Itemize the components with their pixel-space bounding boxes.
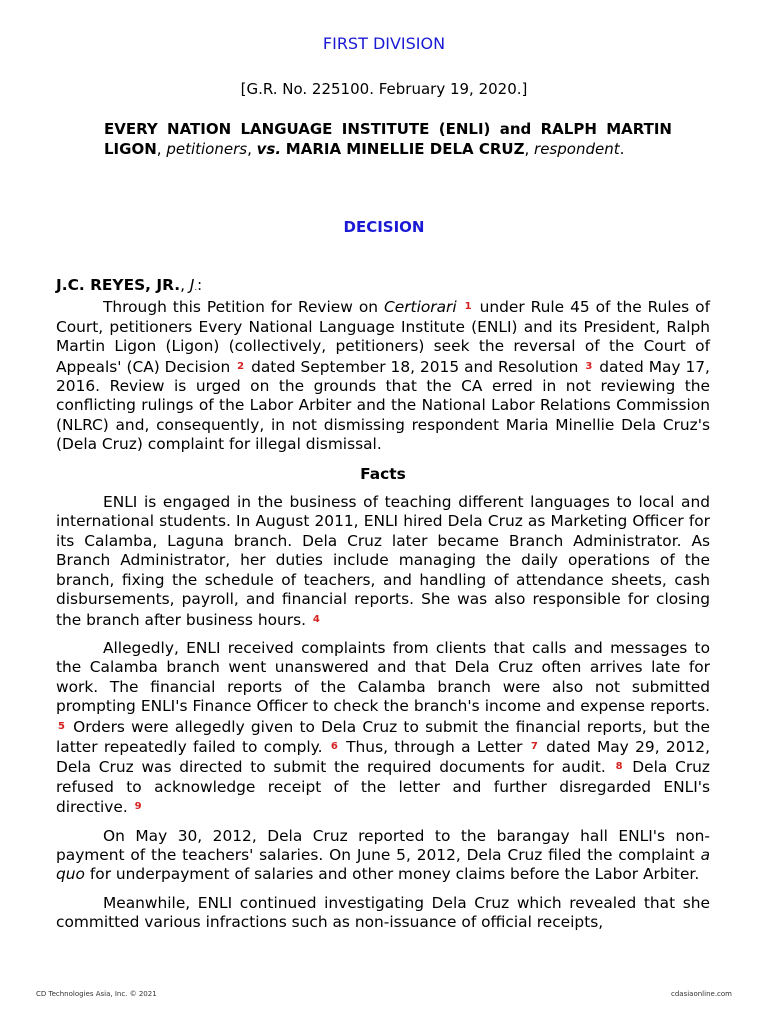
versus: vs. bbox=[256, 139, 282, 158]
paragraph-5 bbox=[56, 894, 710, 933]
footnote-link[interactable]: 2 bbox=[237, 360, 245, 372]
text-segment: Thus, through a Letter bbox=[346, 737, 523, 756]
text-segment: under Rule 45 of the Rules of Court, petitioners Every National Language Institute (ENLI) and its President, Ralph Martin Ligon (Ligon) (collectively, petitioners) seek the reversal of the Court of Appeals' (CA) Decision bbox=[56, 298, 711, 376]
footer-site-link[interactable]: cdasiaonline.com bbox=[671, 990, 732, 998]
division-heading: FIRST DIVISION bbox=[322, 34, 446, 53]
gr-number: [G.R. No. 225100. February 19, 2020.] bbox=[240, 80, 528, 98]
footnote-link[interactable]: 9 bbox=[134, 801, 142, 813]
text-segment: Through this Petition for Review on bbox=[103, 298, 379, 317]
paragraph-1 bbox=[56, 297, 710, 454]
footnote-link[interactable]: 8 bbox=[615, 761, 623, 773]
footnote-link[interactable]: 6 bbox=[330, 740, 338, 752]
paragraph-2 bbox=[56, 493, 710, 630]
text-segment: Orders were allegedly given to Dela Cruz to submit the financial reports, but the latter repeatedly failed to comply. bbox=[56, 717, 710, 756]
case-caption: EVERY NATION LANGUAGE INSTITUTE (ENLI) and RALPH MARTIN LIGON, petitioners, vs. MARIA MINELLIE DELA CRUZ, respondent. bbox=[104, 120, 672, 158]
ponente-line: J.C. REYES, JR., J.: bbox=[56, 276, 203, 294]
respondent-label: respondent bbox=[534, 139, 620, 158]
text-segment: dated May 17, 2016. Review is urged on the grounds that the CA erred in not reviewing the conflicting rulings of the Labor Arbiter and the National Labor Relations Commission (NLRC) and, consequently, in not dismissing respondent Maria Minellie Dela Cruz's (Dela Cruz) complaint for illegal dismissal. bbox=[56, 357, 710, 454]
petitioners-label: petitioners bbox=[166, 139, 248, 158]
italic-term: Certiorari bbox=[384, 298, 457, 317]
footnote-link[interactable]: 4 bbox=[312, 613, 320, 625]
text-segment: dated September 18, 2015 and Resolution bbox=[251, 357, 579, 376]
ponente-title: J bbox=[189, 276, 195, 294]
text-segment: dated May 29, 2012, Dela Cruz was directed to submit the required documents for audit. bbox=[56, 737, 710, 777]
footnote-link[interactable]: 3 bbox=[585, 360, 593, 372]
text-segment: ENLI is engaged in the business of teaching different languages to local and international students. In August 2011, ENLI hired Dela Cruz as Marketing Officer for its Calamba, Laguna branch. Dela Cruz later became Branch Administrator. As Branch Administrator, her duties include managing the daily operations of the branch, fixing the schedule of teachers, and handling of attendance sheets, cash disbursements, payroll, and financial reports. She was also responsible for closing the branch after business hours. bbox=[56, 493, 710, 629]
decision-body bbox=[56, 276, 710, 933]
decision-title: DECISION bbox=[343, 218, 425, 236]
paragraph-3 bbox=[56, 639, 710, 818]
text-segment: Allegedly, ENLI received complaints from clients that calls and messages to the Calamba branch went unanswered and that Dela Cruz often arrives late for work. The financial reports of the Calamba branch were also not submitted prompting ENLI's Finance Officer to check the branch's income and expense reports. bbox=[56, 638, 710, 716]
italic-term: a quo bbox=[56, 845, 710, 884]
facts-heading: Facts bbox=[360, 464, 406, 483]
text-segment: Dela Cruz refused to acknowledge receipt of the letter and further disregarded ENLI's directive. bbox=[56, 758, 710, 817]
footnote-link[interactable]: 1 bbox=[464, 301, 472, 313]
text-segment: On May 30, 2012, Dela Cruz reported to the barangay hall ENLI's non-payment of the teachers' salaries. On June 5, 2012, Dela Cruz filed the complaint bbox=[56, 826, 710, 864]
paragraph-4 bbox=[56, 827, 710, 885]
text-segment: for underpayment of salaries and other money claims before the Labor Arbiter. bbox=[89, 865, 700, 884]
footnote-link[interactable]: 7 bbox=[530, 740, 538, 752]
respondent-name: MARIA MINELLIE DELA CRUZ bbox=[285, 139, 525, 158]
petitioners-names: EVERY NATION LANGUAGE INSTITUTE (ENLI) and RALPH MARTIN LIGON bbox=[104, 120, 672, 158]
footnote-link[interactable]: 5 bbox=[58, 720, 65, 732]
footer-copyright: CD Technologies Asia, Inc. © 2021 bbox=[36, 990, 157, 998]
ponente-name: J.C. REYES, JR. bbox=[56, 276, 181, 294]
text-segment: Meanwhile, ENLI continued investigating Dela Cruz which revealed that she committed various infractions such as non-issuance of official receipts, bbox=[56, 893, 710, 932]
